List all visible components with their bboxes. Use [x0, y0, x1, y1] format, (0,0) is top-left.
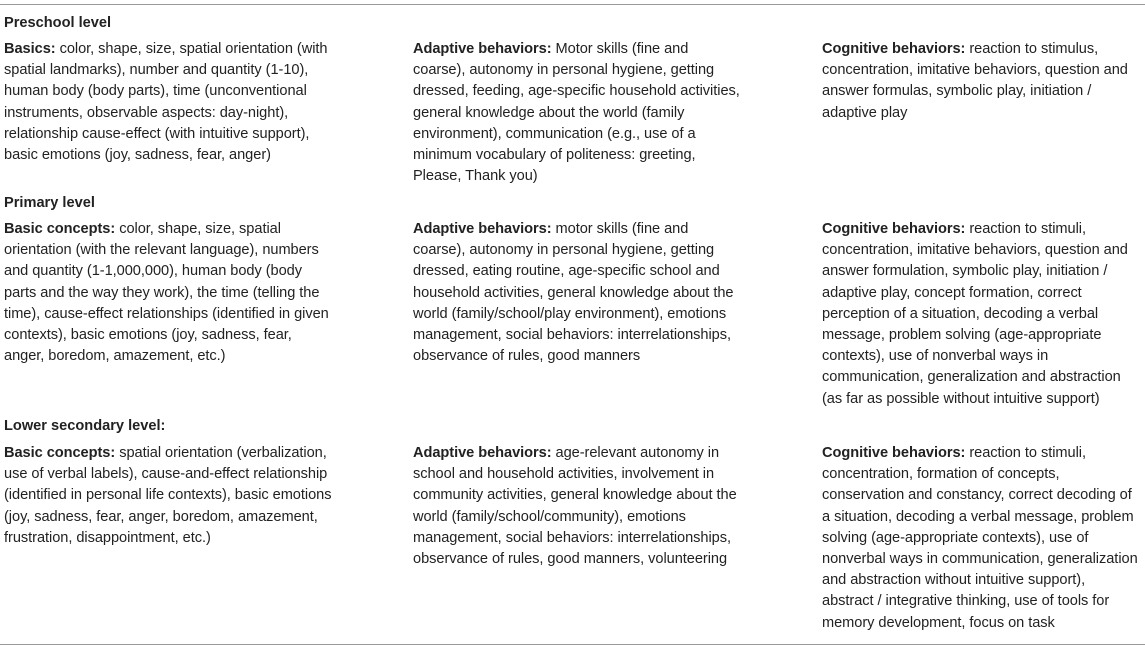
cell-text: Motor skills (fine and coarse), autonomy in personal hygiene, getting dressed, feeding, age-specific household activities, general knowledge about the world (family environment), communication (e.g., use of a minimum vocabulary of politeness: greeting, Please, Thank you)	[413, 41, 740, 185]
table-top-rule	[0, 4, 1145, 5]
cell-lower-secondary-adaptive	[413, 443, 743, 570]
cell-label: Adaptive behaviors:	[413, 221, 552, 237]
cell-label: Cognitive behaviors:	[822, 41, 966, 57]
table-bottom-rule	[0, 644, 1145, 645]
cell-lower-secondary-cognitive	[822, 443, 1140, 634]
cell-preschool-basics	[4, 39, 334, 166]
cell-lower-secondary-basic-concepts	[4, 443, 334, 549]
cell-text: color, shape, size, spatial orientation (with spatial landmarks), number and quantity (1-10), human body (body parts), time (unconventional instruments, observable aspects: day-night), relationship cause-effect (with intuitive support), basic emotions (joy, sadness, fear, anger)	[4, 41, 328, 164]
cell-text: age-relevant autonomy in school and household activities, involvement in community activities, general knowledge about the world (family/school/community), emotions management, social behaviors: interrelationships, observance of rules, good manners, volunteering	[413, 445, 737, 568]
cell-text: motor skills (fine and coarse), autonomy in personal hygiene, getting dressed, eating routine, age-specific school and household activities, general knowledge about the world (family/school/play environment), emotions management, social behaviors: interrelationships, observance of rules, good manners	[413, 221, 734, 365]
cell-preschool-adaptive	[413, 39, 743, 187]
cell-preschool-cognitive	[822, 39, 1140, 124]
section-title-lower-secondary: Lower secondary level:	[4, 418, 166, 434]
cell-primary-basic-concepts	[4, 219, 334, 367]
cell-label: Basics:	[4, 41, 56, 57]
cell-text: reaction to stimulus, concentration, imitative behaviors, question and answer formulas, symbolic play, initiation / adaptive play	[822, 41, 1128, 121]
cell-text: spatial orientation (verbalization, use of verbal labels), cause-and-effect relationship (identified in personal life contexts), basic emotions (joy, sadness, fear, anger, boredom, amazement, frustration, disappointment, etc.)	[4, 445, 332, 546]
cell-label: Basic concepts:	[4, 221, 116, 237]
cell-text: reaction to stimuli, concentration, formation of concepts, conservation and constancy, correct decoding of a situation, decoding a verbal message, problem solving (age-appropriate contexts), use of nonverbal ways in communication, generalization and abstraction without intuitive support), abstract / integrative thinking, use of tools for memory development, focus on task	[822, 445, 1138, 631]
cell-primary-adaptive	[413, 219, 743, 367]
cell-label: Cognitive behaviors:	[822, 221, 966, 237]
cell-label: Cognitive behaviors:	[822, 445, 966, 461]
cell-label: Adaptive behaviors:	[413, 445, 552, 461]
cell-text: reaction to stimuli, concentration, imitative behaviors, question and answer formulation, symbolic play, initiation / adaptive play, concept formation, correct perception of a situation, decoding a verbal message, problem solving (age-appropriate contexts), use of nonverbal ways in communication, generalization and abstraction (as far as possible without intuitive support)	[822, 221, 1128, 407]
section-title-primary: Primary level	[4, 195, 95, 211]
cell-label: Adaptive behaviors:	[413, 41, 552, 57]
cell-label: Basic concepts:	[4, 445, 116, 461]
section-title-preschool: Preschool level	[4, 15, 112, 31]
cell-primary-cognitive	[822, 219, 1140, 410]
cell-text: color, shape, size, spatial orientation (with the relevant language), numbers and quantity (1-1,000,000), human body (body parts and the way they work), the time (telling the time), cause-effect relationships (identified in given contexts), basic emotions (joy, sadness, fear, anger, boredom, amazement, etc.)	[4, 221, 329, 365]
